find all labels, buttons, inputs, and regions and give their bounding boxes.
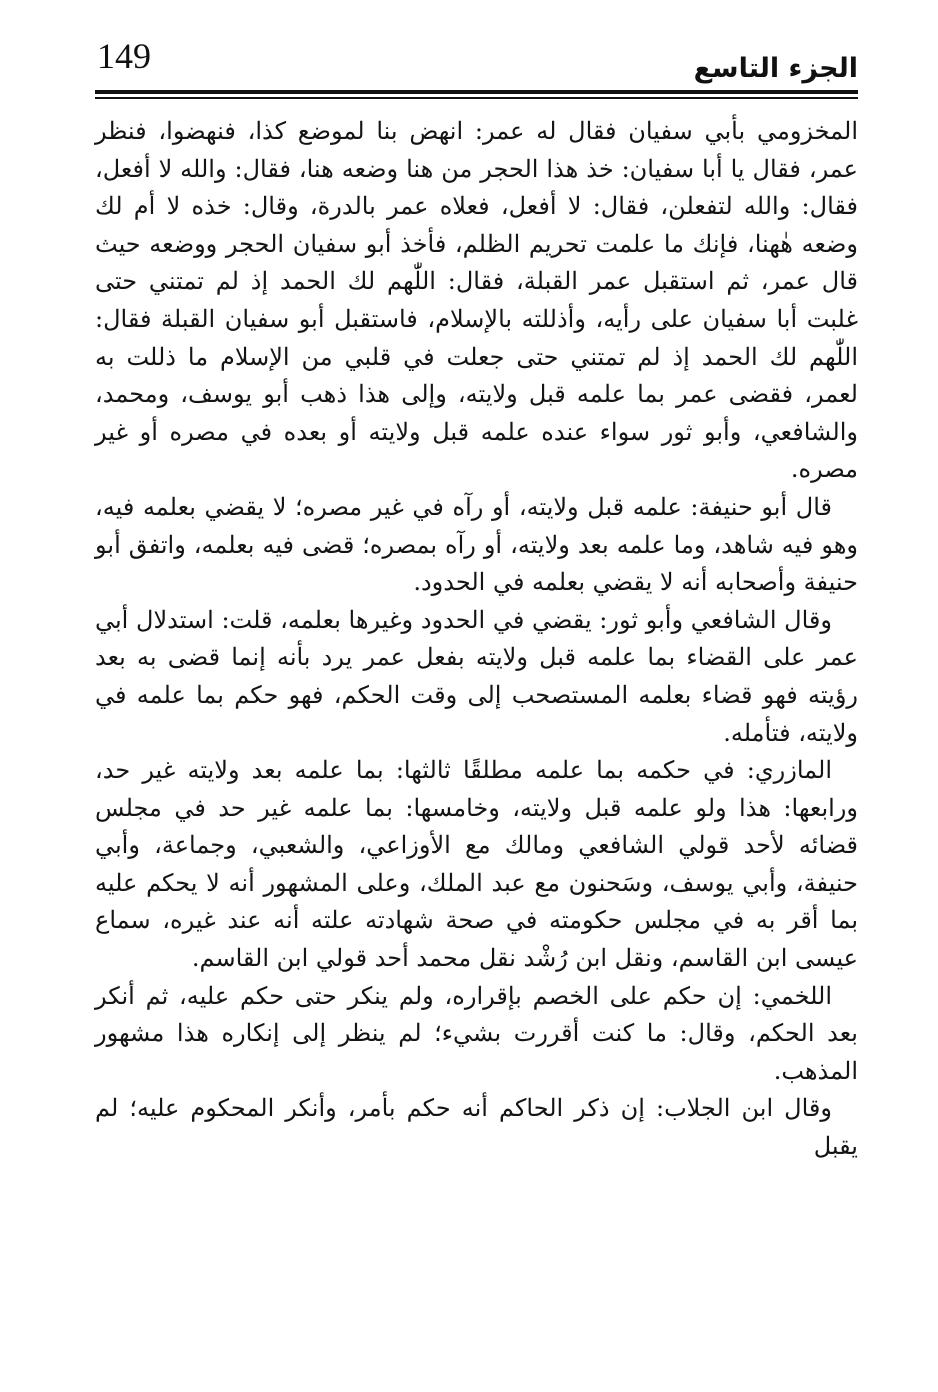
paragraph: المخزومي بأبي سفيان فقال له عمر: انهض بنا لموضع كذا، فنهضوا، فنظر عمر، فقال يا أبا سفيان: خذ هذا الحجر من هنا وضعه هنا، فقال: والله لا أفعل، فقال: والله لتفعلن، فقال: لا أفعل، فعلاه عمر بالدرة، وقال: خذه لا أم لك وضعه هٰهنا، فإنك ما علمت تحريم الظلم، فأخذ أبو سفيان الحجر ووضعه حيث قال عمر، ثم استقبل عمر القبلة، فقال: اللّٰهم لك الحمد إذ لم تمتني حتى غلبت أبا سفيان على رأيه، وأذللته بالإسلام، فاستقبل أبو سفيان القبلة فقال: اللّٰهم لك الحمد إذ لم تمتني حتى جعلت في قلبي من الإسلام ما ذللت به لعمر، فقضى عمر بما علمه قبل ولايته، وإلى هذا ذهب أبو يوسف، ومحمد، والشافعي، وأبو ثور سواء عنده علمه قبل ولايته أو بعده في مصره أو غير مصره. (95, 117, 859, 484)
running-title: الجزء التاسع (693, 53, 858, 84)
body-text (95, 113, 858, 1166)
paragraph: وقال ابن الجلاب: إن ذكر الحاكم أنه حكم بأمر، وأنكر المحكوم عليه؛ لم يقبل (95, 1094, 858, 1161)
paragraph: المازري: في حكمه بما علمه مطلقًا ثالثها: بما علمه بعد ولايته غير حد، ورابعها: هذا ولو علمه قبل ولايته، وخامسها: بما علمه غير حد في مجلس قضائه لأحد قولي الشافعي ومالك مع الأوزاعي، والشعبي، وجماعة، وأبي حنيفة، وأبي يوسف، وسَحنون مع عبد الملك، وعلى المشهور أنه لا يحكم عليه بما أقر به في مجلس حكومته في صحة شهادته علته أنه عند غيره، سماع عيسى ابن القاسم، ونقل ابن رُشْد نقل محمد أحد قولي ابن القاسم. (95, 756, 858, 973)
page-number: 149 (97, 36, 151, 76)
paragraph: اللخمي: إن حكم على الخصم بإقراره، ولم ينكر حتى حكم عليه، ثم أنكر بعد الحكم، وقال: ما كنت أقررت بشيء؛ لم ينظر إلى إنكاره هذا مشهور المذهب. (95, 981, 858, 1085)
paragraph: وقال الشافعي وأبو ثور: يقضي في الحدود وغيرها بعلمه، قلت: استدلال أبي عمر على القضاء بما علمه قبل ولايته بفعل عمر يرد بأنه إنما قضى به بعد رؤيته فهو قضاء بعلمه المستصحب إلى وقت الحكم، فهو حكم بما علمه في ولايته، فتأمله. (95, 605, 858, 747)
paragraph: قال أبو حنيفة: علمه قبل ولايته، أو رآه في غير مصره؛ لا يقضي بعلمه فيه، وهو فيه شاهد، وما علمه بعد ولايته، أو رآه بمصره؛ قضى فيه بعلمه، واتفق أبو حنيفة وأصحابه أنه لا يقضي بعلمه في الحدود. (95, 492, 858, 597)
header-rule-thin (95, 97, 858, 99)
page-header (95, 30, 858, 92)
header-rule-thick (95, 90, 858, 94)
